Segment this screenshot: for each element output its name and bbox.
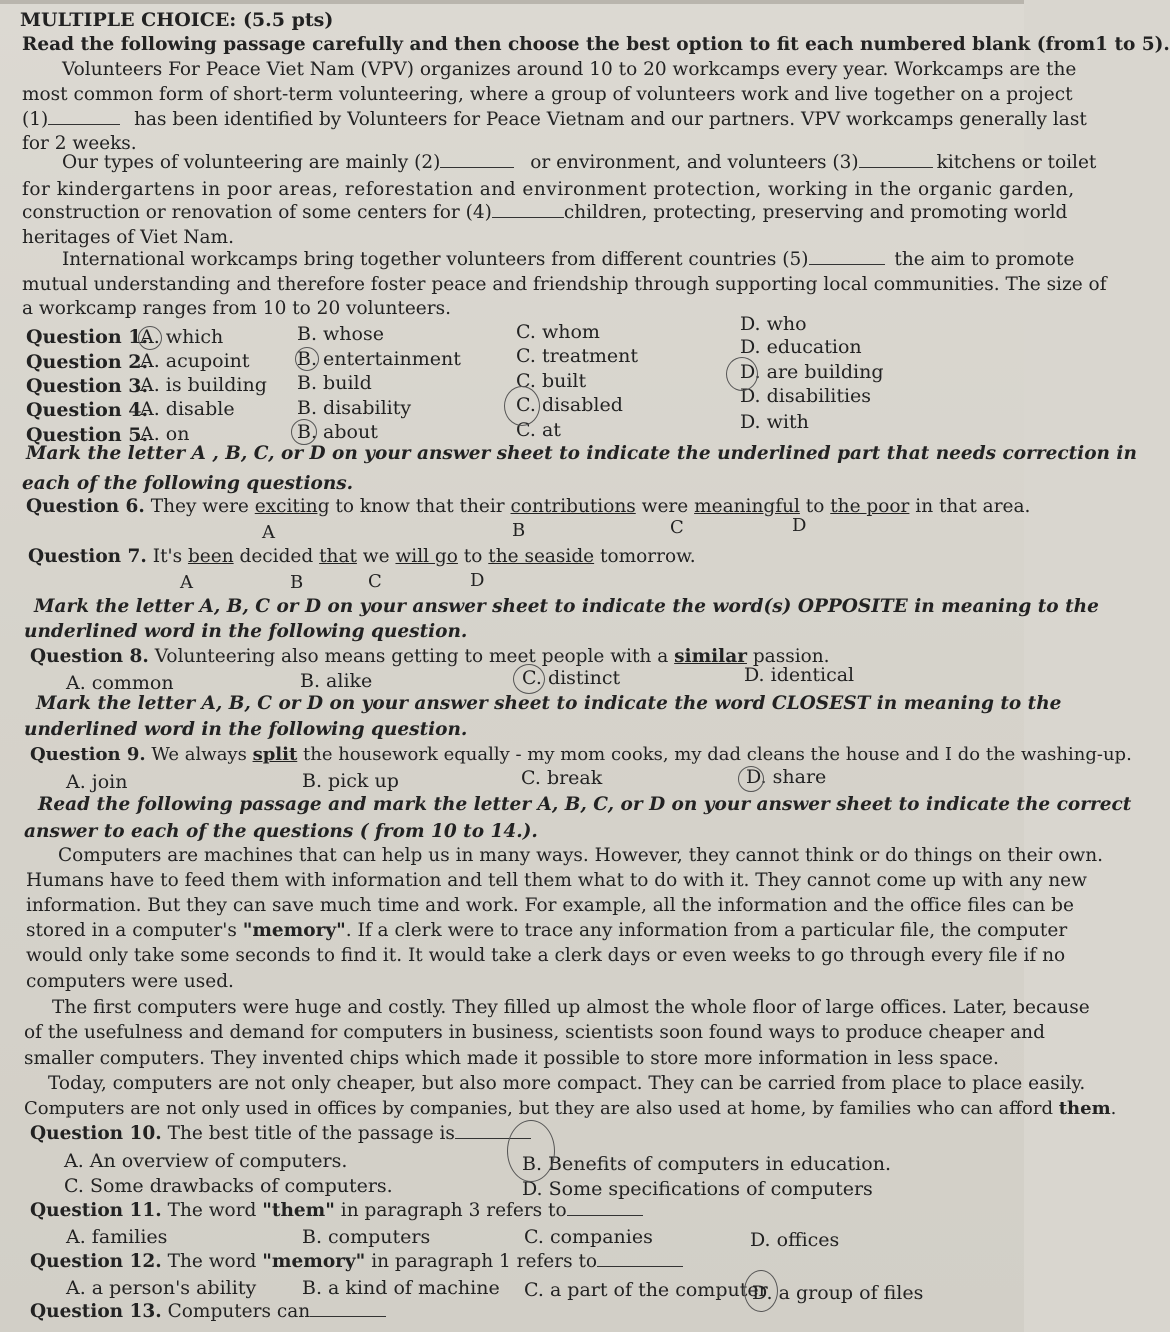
question-label: Question 9. bbox=[30, 744, 146, 765]
letter-b: B bbox=[290, 572, 304, 593]
option-c[interactable]: C. distinct bbox=[522, 667, 621, 689]
question-text: The best title of the passage is bbox=[167, 1123, 455, 1144]
underlined-part-c[interactable]: will go bbox=[395, 546, 458, 567]
passage1-line bbox=[22, 201, 1067, 225]
section1-instruction: Read the following passage carefully and then choose the best option to fit each numbered blank (from1 to 5). bbox=[22, 34, 1170, 55]
option-b[interactable]: B. Benefits of computers in education. bbox=[522, 1153, 891, 1175]
question-text: passion. bbox=[746, 646, 830, 667]
underlined-part-d[interactable]: the seaside bbox=[488, 546, 595, 567]
passage2-line bbox=[26, 919, 1067, 943]
letter-d: D bbox=[470, 570, 485, 591]
option-d[interactable]: D. are building bbox=[740, 361, 884, 383]
question-10 bbox=[30, 1122, 531, 1146]
question-label: Question 8. bbox=[30, 646, 149, 667]
question-12 bbox=[30, 1250, 683, 1274]
question-text: The word bbox=[167, 1251, 263, 1272]
passage2-text: . bbox=[1110, 1098, 1117, 1119]
option-b[interactable]: B. disability bbox=[297, 397, 412, 419]
passage2-line: computers were used. bbox=[26, 971, 234, 992]
passage2-line: smaller computers. They invented chips which made it possible to store more information in less space. bbox=[24, 1048, 999, 1069]
question-label: Question 10. bbox=[30, 1123, 162, 1144]
option-b[interactable]: B. pick up bbox=[302, 770, 399, 792]
option-a[interactable]: A. families bbox=[66, 1226, 168, 1248]
option-d[interactable]: D. offices bbox=[750, 1229, 840, 1251]
passage2-line bbox=[24, 1097, 1116, 1121]
underlined-word: split bbox=[252, 744, 298, 765]
option-b[interactable]: B. about bbox=[297, 421, 378, 443]
option-b[interactable]: B. build bbox=[297, 372, 372, 394]
question-text: in that area. bbox=[909, 496, 1031, 517]
underlined-part-c[interactable]: meaningful bbox=[694, 496, 800, 517]
passage1-line bbox=[62, 248, 1074, 272]
letter-c: C bbox=[670, 517, 684, 538]
option-c[interactable]: C. at bbox=[516, 419, 561, 441]
question-label: Question 11. bbox=[30, 1200, 162, 1221]
question-text: in paragraph 3 refers to bbox=[334, 1200, 567, 1221]
option-c[interactable]: C. whom bbox=[516, 321, 600, 343]
option-c[interactable]: C. built bbox=[516, 370, 587, 392]
question-label: Question 3. bbox=[26, 375, 149, 397]
section4-instruction: Mark the letter A, B, C or D on your answer sheet to indicate the word CLOSEST in meaning to the bbox=[36, 693, 1062, 714]
option-b[interactable]: B. alike bbox=[300, 670, 373, 692]
answer-blank bbox=[567, 1199, 643, 1216]
question-7 bbox=[28, 545, 696, 569]
passage1-text: or environment, and volunteers (3) bbox=[530, 152, 859, 173]
option-c[interactable]: C. Some drawbacks of computers. bbox=[64, 1175, 393, 1197]
option-d[interactable]: D. a group of files bbox=[752, 1282, 924, 1304]
option-a[interactable]: A. common bbox=[66, 672, 174, 694]
question-text: It's bbox=[152, 546, 188, 567]
passage2-line: of the usefulness and demand for computers in business, scientists soon found ways to produce cheaper and bbox=[24, 1022, 1045, 1043]
question-label: Question 4. bbox=[26, 399, 149, 421]
passage2-line: Computers are machines that can help us in many ways. However, they cannot think or do things on their own. bbox=[58, 845, 1104, 866]
letter-a: A bbox=[262, 522, 275, 543]
underlined-part-a[interactable]: exciting bbox=[254, 496, 330, 517]
blank-3 bbox=[859, 151, 933, 168]
blank-5 bbox=[809, 248, 885, 265]
underlined-part-a[interactable]: been bbox=[187, 546, 234, 567]
option-c[interactable]: C. treatment bbox=[516, 345, 638, 367]
question-label: Question 12. bbox=[30, 1251, 162, 1272]
option-a[interactable]: A. join bbox=[66, 771, 128, 793]
passage1-line: for kindergartens in poor areas, reforestation and environment protection, working in the organic garden, bbox=[22, 179, 1075, 200]
passage2-line: Today, computers are not only cheaper, but also more compact. They can be carried from place to place easily. bbox=[48, 1073, 1086, 1094]
question-text: decided bbox=[233, 546, 320, 567]
question-text: to know that their bbox=[329, 496, 511, 517]
passage1-line: mutual understanding and therefore foster peace and friendship through supporting local communities. The size of bbox=[22, 274, 1107, 295]
option-b[interactable]: B. computers bbox=[302, 1226, 431, 1248]
option-a[interactable]: A. on bbox=[140, 423, 190, 445]
section4-instruction: underlined word in the following question. bbox=[24, 719, 468, 740]
passage2-line: information. But they can save much time and work. For example, all the information and the office files can be bbox=[26, 895, 1074, 916]
section3-instruction: underlined word in the following question. bbox=[24, 621, 468, 642]
passage2-line: Humans have to feed them with information and tell them what to do with it. They cannot come up with any new bbox=[26, 870, 1087, 891]
blank-2 bbox=[440, 151, 514, 168]
section-points: (5.5 pts) bbox=[242, 9, 334, 31]
question-keyword: "memory" bbox=[262, 1251, 366, 1272]
question-text: we bbox=[356, 546, 396, 567]
underlined-part-b[interactable]: that bbox=[319, 546, 357, 567]
blank-1 bbox=[48, 108, 120, 125]
passage2-line: The first computers were huge and costly. They filled up almost the whole floor of large offices. Later, because bbox=[52, 997, 1090, 1018]
question-text: tomorrow. bbox=[594, 546, 696, 567]
section3-instruction: Mark the letter A, B, C or D on your answer sheet to indicate the word(s) OPPOSITE in meaning to the bbox=[34, 596, 1099, 617]
option-c[interactable]: C. a part of the computer bbox=[524, 1279, 768, 1301]
question-text: to bbox=[799, 496, 831, 517]
option-a[interactable]: A. which bbox=[140, 326, 224, 348]
passage1-line bbox=[62, 151, 1096, 175]
passage1-text: construction or renovation of some centers for (4) bbox=[22, 202, 492, 223]
passage1-line: most common form of short-term volunteering, where a group of volunteers work and live together on a project bbox=[22, 84, 1073, 105]
passage1-text: International workcamps bring together volunteers from different countries (5) bbox=[62, 249, 809, 270]
question-9 bbox=[30, 743, 1132, 767]
question-label: Question 2. bbox=[26, 351, 149, 373]
question-label: Question 5. bbox=[26, 424, 149, 446]
passage1-line: a workcamp ranges from 10 to 20 volunteers. bbox=[22, 298, 451, 319]
question-text: were bbox=[635, 496, 695, 517]
question-label: Question 13. bbox=[30, 1301, 162, 1322]
question-text: the housework equally - my mom cooks, my dad cleans the house and I do the washing-up. bbox=[297, 744, 1132, 765]
passage1-line: for 2 weeks. bbox=[22, 133, 137, 154]
blank-number: (1) bbox=[22, 109, 49, 130]
option-b[interactable]: B. a kind of machine bbox=[302, 1277, 500, 1299]
passage2-keyword: them bbox=[1058, 1098, 1111, 1119]
passage1-line bbox=[22, 108, 1087, 132]
option-a[interactable]: A. a person's ability bbox=[66, 1277, 257, 1299]
underlined-part-b[interactable]: contributions bbox=[510, 496, 636, 517]
option-a[interactable]: A. acupoint bbox=[140, 350, 250, 372]
question-keyword: "them" bbox=[262, 1200, 335, 1221]
passage2-text: Computers are not only used in offices by companies, but they are also used at home, by families who can afford bbox=[24, 1098, 1059, 1119]
underlined-word: similar bbox=[674, 646, 747, 667]
question-text: We always bbox=[151, 744, 253, 765]
question-label: Question 6. bbox=[26, 496, 145, 517]
option-d[interactable]: D. disabilities bbox=[740, 385, 872, 407]
section5-instruction: answer to each of the questions ( from 10 to 14.). bbox=[24, 821, 538, 842]
passage1-line: Volunteers For Peace Viet Nam (VPV) organizes around 10 to 20 workcamps every year. Workcamps are the bbox=[62, 59, 1077, 80]
question-13 bbox=[30, 1300, 386, 1324]
letter-b: B bbox=[512, 520, 526, 541]
question-11 bbox=[30, 1199, 643, 1223]
section5-instruction: Read the following passage and mark the letter A, B, C, or D on your answer sheet to indicate the correct bbox=[38, 794, 1132, 815]
section-title bbox=[20, 8, 333, 32]
letter-d: D bbox=[792, 515, 807, 536]
passage1-text: kitchens or toilet bbox=[936, 152, 1097, 173]
option-d[interactable]: D. education bbox=[740, 336, 862, 358]
option-a[interactable]: A. disable bbox=[140, 398, 235, 420]
passage1-text: the aim to promote bbox=[894, 249, 1075, 270]
passage2-line: would only take some seconds to find it. It would take a clerk days or even weeks to go through every file if no bbox=[26, 945, 1066, 966]
answer-blank bbox=[310, 1300, 386, 1317]
question-text: They were bbox=[150, 496, 255, 517]
question-6 bbox=[26, 495, 1030, 519]
question-label: Question 1. bbox=[26, 326, 149, 348]
option-c[interactable]: C. break bbox=[521, 767, 603, 789]
passage1-text: has been identified by Volunteers for Peace Vietnam and our partners. VPV workcamps generally last bbox=[134, 109, 1087, 130]
option-b[interactable]: B. whose bbox=[297, 323, 384, 345]
option-c[interactable]: C. companies bbox=[524, 1226, 653, 1248]
passage2-keyword: "memory" bbox=[242, 920, 346, 941]
option-b[interactable]: B. entertainment bbox=[297, 348, 461, 370]
passage1-line: heritages of Viet Nam. bbox=[22, 227, 234, 248]
question-text: Computers can bbox=[167, 1301, 311, 1322]
option-d[interactable]: D. share bbox=[746, 766, 827, 788]
question-text: to bbox=[457, 546, 489, 567]
option-d[interactable]: D. with bbox=[740, 411, 809, 433]
paper-top-edge bbox=[0, 0, 1024, 4]
question-label: Question 7. bbox=[28, 546, 147, 567]
option-c[interactable]: C. disabled bbox=[516, 394, 623, 416]
answer-blank bbox=[597, 1250, 683, 1267]
blank-4 bbox=[492, 201, 564, 218]
question-8 bbox=[30, 645, 830, 669]
option-d[interactable]: D. who bbox=[740, 313, 807, 335]
section2-instruction: Mark the letter A , B, C, or D on your answer sheet to indicate the underlined part that needs correction in bbox=[26, 443, 1137, 464]
section2-instruction: each of the following questions. bbox=[22, 473, 354, 494]
passage2-text: . If a clerk were to trace any information from a particular file, the computer bbox=[345, 920, 1068, 941]
option-d[interactable]: D. Some specifications of computers bbox=[522, 1178, 873, 1200]
question-text: The word bbox=[167, 1200, 263, 1221]
option-a[interactable]: A. is building bbox=[140, 374, 267, 396]
option-a[interactable]: A. An overview of computers. bbox=[64, 1150, 348, 1172]
letter-a: A bbox=[180, 572, 193, 593]
underlined-part-d[interactable]: the poor bbox=[830, 496, 910, 517]
question-text: in paragraph 1 refers to bbox=[365, 1251, 598, 1272]
passage1-text: Our types of volunteering are mainly (2) bbox=[62, 152, 441, 173]
passage1-text: children, protecting, preserving and promoting world bbox=[563, 202, 1068, 223]
letter-c: C bbox=[368, 571, 382, 592]
section-title-text: MULTIPLE CHOICE: bbox=[20, 9, 237, 31]
question-text: Volunteering also means getting to meet people with a bbox=[154, 646, 675, 667]
passage2-text: stored in a computer's bbox=[26, 920, 243, 941]
answer-blank bbox=[455, 1122, 531, 1139]
option-d[interactable]: D. identical bbox=[744, 664, 855, 686]
